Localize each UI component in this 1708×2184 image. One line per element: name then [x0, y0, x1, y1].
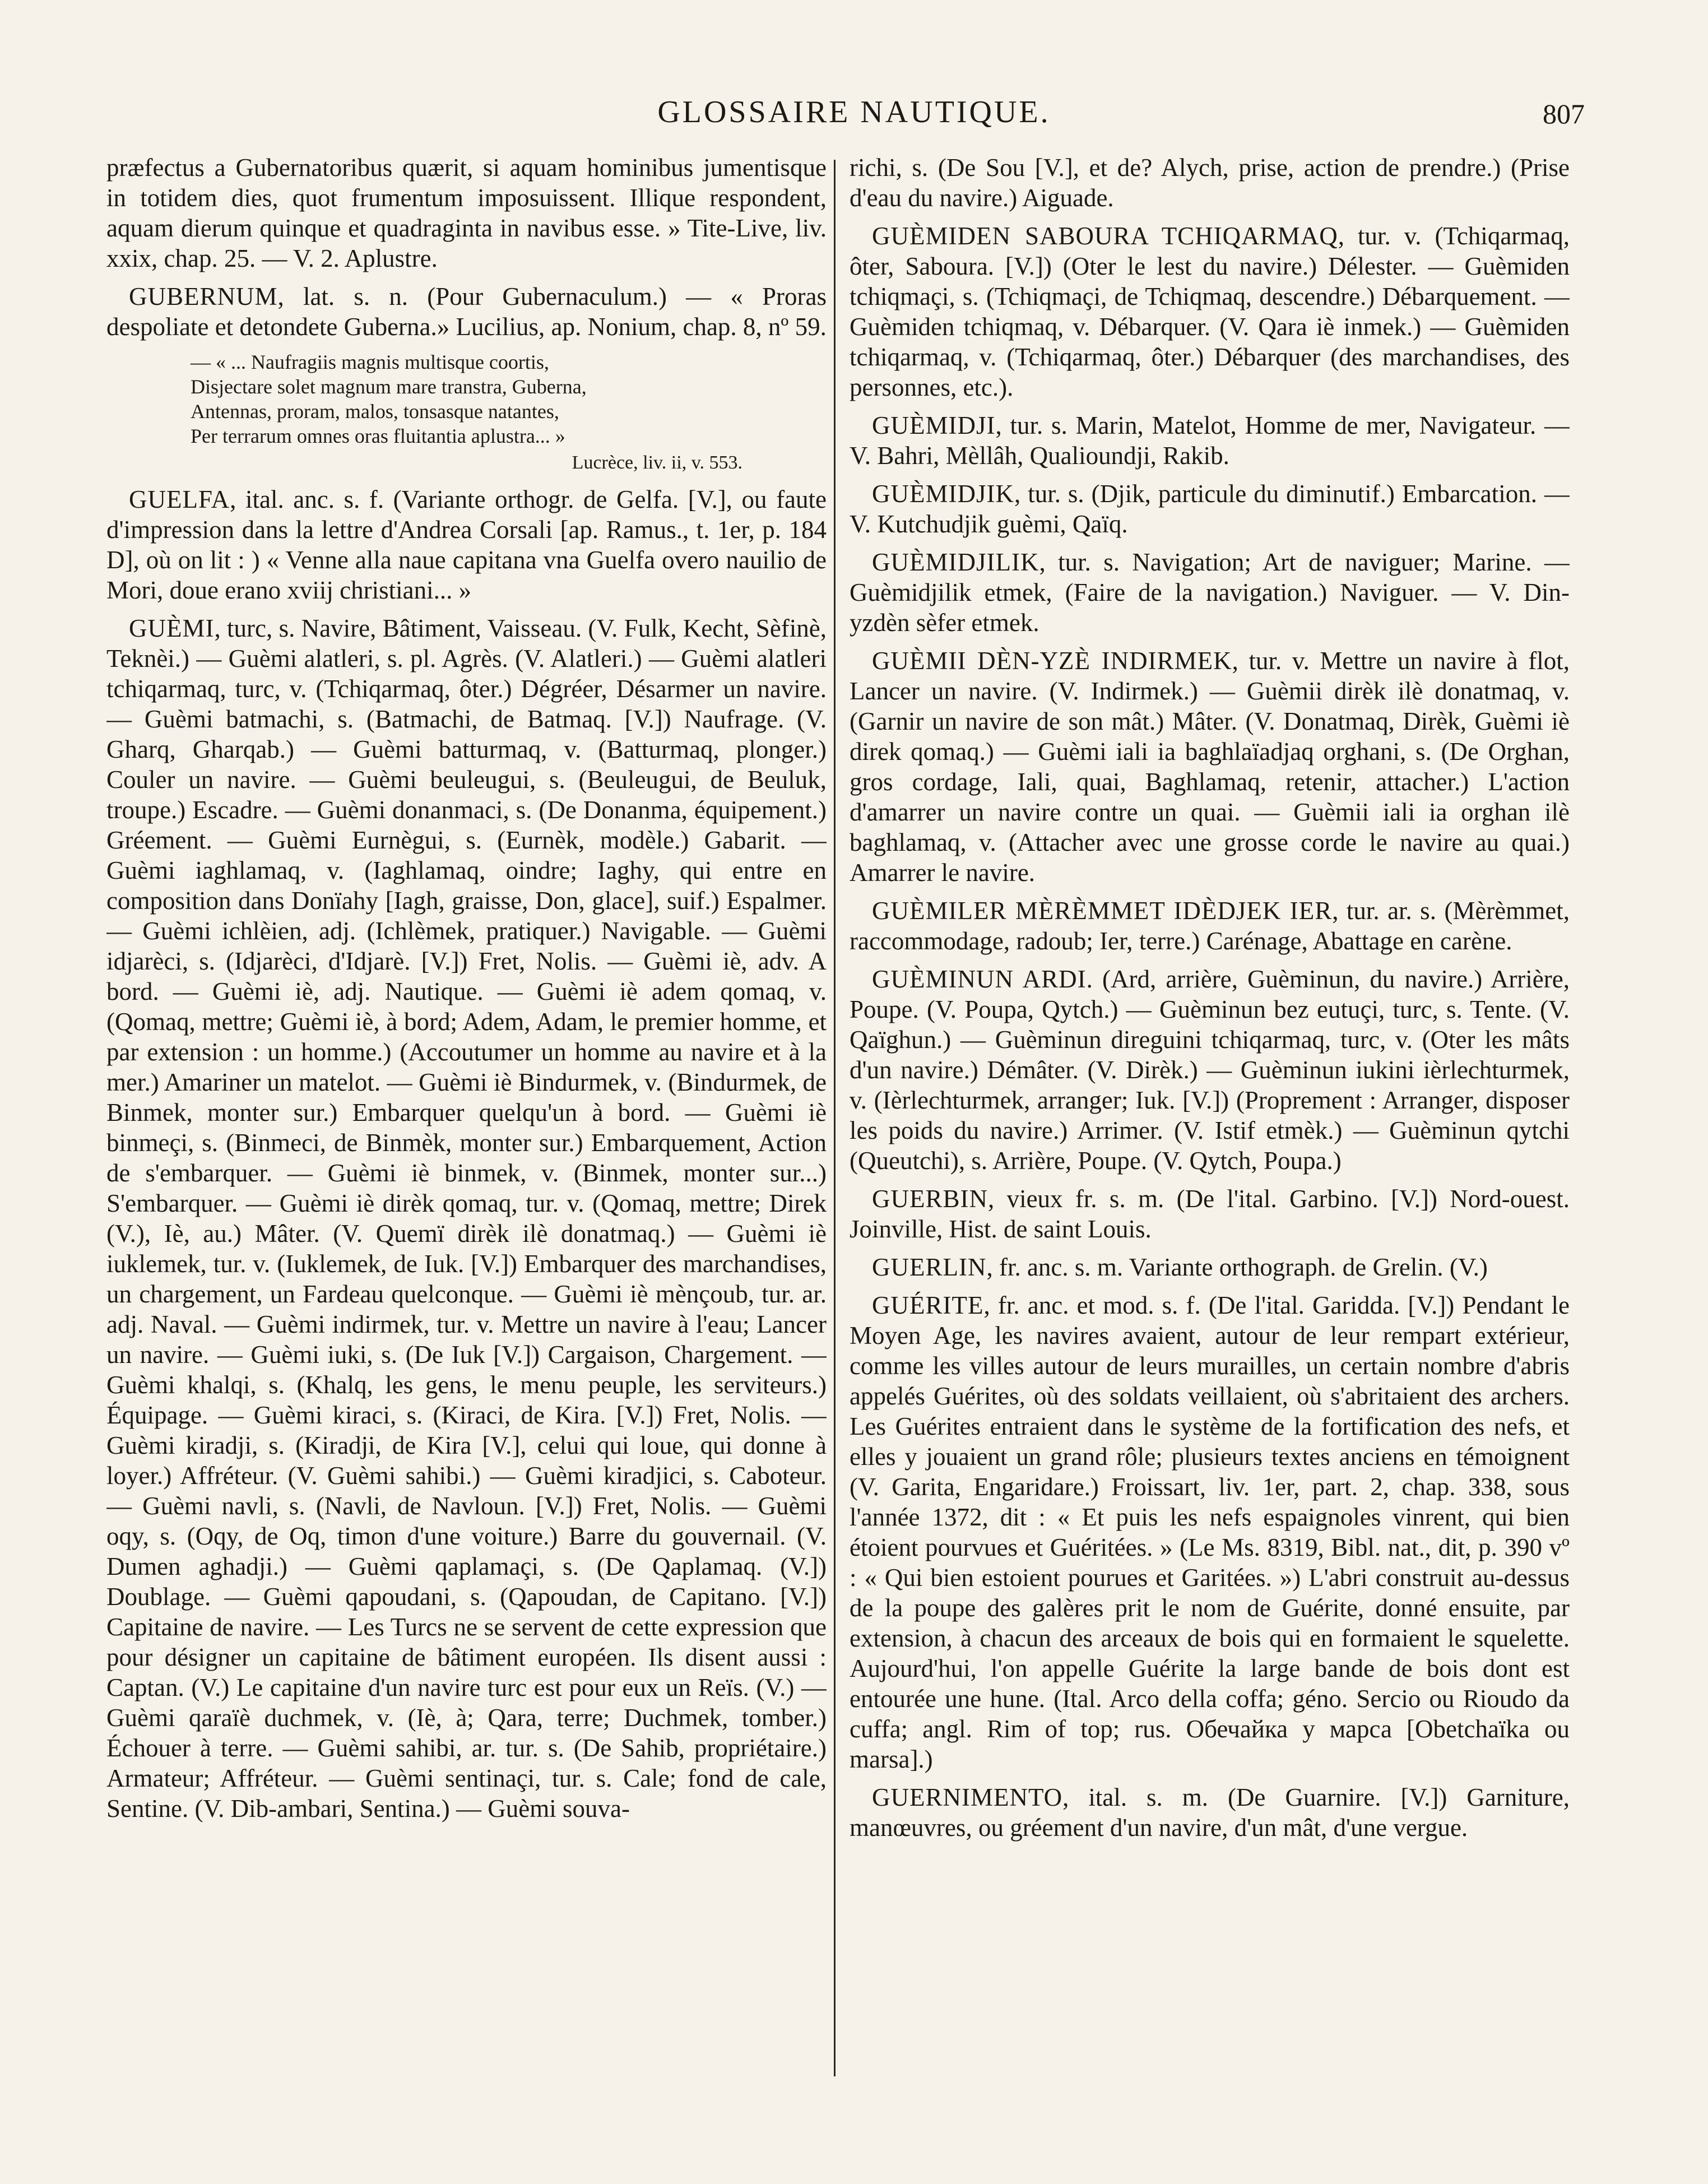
glossary-entry	[106, 281, 827, 342]
entry-body: . (Ard, arrière, Guèminun, du navire.) Arrière, Poupe. (V. Poupa, Qytch.) — Guèminun bez eutuçi, turc, s. Tente. (V. Qaïghun.) — Guèminun direguini tchiqarmaq, turc, v. (Oter les mâts d'un navire.) Démâter. (V. Dirèk.) — Guèminun iukini ièrlechturmek, v. (Ièrlechturmek, arranger; Iuk. [V.]) (Proprement : Arranger, disposer les poids du navire.) Arrimer. (V. Istif etmèk.) — Guèminun qytchi (Queutchi), s. Arrière, Poupe. (V. Qytch, Poupa.)	[850, 965, 1570, 1175]
glossary-entry	[850, 896, 1570, 956]
entry-body: præfectus a Gubernatoribus quærit, si aquam hominibus jumentisque in totidem dies, quot frumentum imposuissent. Illique respondent, aquam dierum quinque et quadraginta in navibus esse. » Tite-Live, liv. xxix, chap. 25. — V. 2. Aplustre.	[106, 154, 827, 272]
running-title: GLOSSAIRE NAUTIQUE.	[657, 95, 1051, 129]
glossary-entry	[106, 484, 827, 605]
entry-body: , tur. v. Mettre un navire à flot, Lancer un navire. (V. Indirmek.) — Guèmii dirèk ilè donatmaq, v. (Garnir un navire de son mât.) Mâter. (V. Donatmaq, Dirèk, Guèmi iè direk qomaq.) — Guèmi iali ia baghlaïadjaq orghani, s. (De Orghan, gros cordage, Iali, quai, Baghlamaq, retenir, attacher.) L'action d'amarrer un navire contre un quai. — Guèmii iali ia orghan ilè baghlamaq, v. (Attacher avec une grosse corde le navire au quai.) Amarrer le navire.	[850, 647, 1570, 887]
right-column	[850, 152, 1570, 2069]
glossary-entry	[850, 410, 1570, 471]
entry-headword: GUELFA	[129, 485, 230, 513]
column-divider	[834, 160, 836, 2076]
glossary-entry	[106, 613, 827, 1824]
glossary-entry	[850, 646, 1570, 888]
entry-headword: GUERBIN	[872, 1185, 988, 1213]
entry-headword: GUÉRITE	[872, 1291, 984, 1319]
entry-body: , ital. anc. s. f. (Variante orthogr. de Gelfa. [V.], ou faute d'impression dans la lettre d'Andrea Corsali [ap. Ramus., t. 1er, p. 184 D], où on lit : ) « Venne alla naue capitana vna Guelfa overo nauilio de Mori, doue erano xviij christiani... »	[106, 485, 827, 604]
entry-body: , ital. s. m. (De Guarnire. [V.]) Garniture, manœuvres, ou gréement d'un navire, d'un mât, d'une vergue.	[850, 1783, 1570, 1842]
entry-body: , turc, s. Navire, Bâtiment, Vaisseau. (V. Fulk, Kecht, Sèfinè, Teknèi.) — Guèmi alatleri, s. pl. Agrès. (V. Alatleri.) — Guèmi alatleri tchiqarmaq, turc, v. (Tchiqarmaq, ôter.) Dégréer, Désarmer un navire. — Guèmi batmachi, s. (Batmachi, de Batmaq. [V.]) Naufrage. (V. Gharq, Gharqab.) — Guèmi batturmaq, v. (Batturmaq, plonger.) Couler un navire. — Guèmi beuleugui, s. (Beuleugui, de Beuluk, troupe.) Escadre. — Guèmi donanmaci, s. (De Donanma, équipement.) Gréement. — Guèmi Eurnègui, s. (Eurnèk, modèle.) Gabarit. — Guèmi iaghlamaq, v. (Iaghlamaq, oindre; Iaghy, qui entre en composition dans Donïahy [Iagh, graisse, Don, glace], suif.) Espalmer. — Guèmi ichlèien, adj. (Ichlèmek, pratiquer.) Navigable. — Guèmi idjarèci, s. (Idjarèci, d'Idjarè. [V.]) Fret, Nolis. — Guèmi iè, adv. A bord. — Guèmi iè, adj. Nautique. — Guèmi iè adem qomaq, v. (Qomaq, mettre; Guèmi iè, à bord; Adem, Adam, le premier homme, et par extension : un homme.) (Accoutumer un homme au navire et à la mer.) Amariner un matelot. — Guèmi iè Bindurmek, v. (Bindurmek, de Binmek, monter sur.) Embarquer quelqu'un à bord. — Guèmi iè binmeçi, s. (Binmeci, de Binmèk, monter sur.) Embarquement, Action de s'embarquer. — Guèmi iè binmek, v. (Binmek, monter sur...) S'embarquer. — Guèmi iè dirèk qomaq, tur. v. (Qomaq, mettre; Direk (V.), Iè, au.) Mâter. (V. Quemï dirèk ilè donatmaq.) — Guèmi iè iuklemek, tur. v. (Iuklemek, de Iuk. [V.]) Embarquer des marchandises, un chargement, un Fardeau quelconque. — Guèmi iè mènçoub, tur. ar. adj. Naval. — Guèmi indirmek, tur. v. Mettre un navire à l'eau; Lancer un navire. — Guèmi iuki, s. (De Iuk [V.]) Cargaison, Chargement. — Guèmi khalqi, s. (Khalq, les gens, le menu peuple, les serviteurs.) Équipage. — Guèmi kiraci, s. (Kiraci, de Kira. [V.]) Fret, Nolis. — Guèmi kiradji, s. (Kiradji, de Kira [V.], celui qui loue, qui donne à loyer.) Affréteur. (V. Guèmi sahibi.) — Guèmi kiradjici, s. Caboteur. — Guèmi navli, s. (Navli, de Navloun. [V.]) Fret, Nolis. — Guèmi oqy, s. (Oqy, de Oq, timon d'une voiture.) Barre du gouvernail. (V. Dumen aghadji.) — Guèmi qaplamaçi, s. (De Qaplamaq. (V.]) Doublage. — Guèmi qapoudani, s. (Qapoudan, de Capitano. [V.]) Capitaine de navire. — Les Turcs ne se servent de cette expression que pour désigner un capitaine de bâtiment européen. Ils disent aussi : Captan. (V.) Le capitaine d'un navire turc est pour eux un Reïs. (V.) — Guèmi qaraïè duchmek, v. (Iè, à; Qara, terre; Duchmek, tomber.) Échouer à terre. — Guèmi sahibi, ar. tur. s. (De Sahib, propriétaire.) Armateur; Affréteur. — Guèmi sentinaçi, tur. s. Cale; fond de cale, Sentine. (V. Dib-ambari, Sentina.) — Guèmi souva-	[106, 614, 827, 1823]
glossary-entry	[850, 547, 1570, 638]
quotation-source: Lucrèce, liv. ii, v. 553.	[572, 452, 742, 473]
verse-line: — « ... Naufragiis magnis multisque coortis,	[191, 351, 549, 373]
entry-body: , vieux fr. s. m. (De l'ital. Garbino. [V.]) Nord-ouest. Joinville, Hist. de saint Louis.	[850, 1185, 1570, 1243]
glossary-entry	[850, 1184, 1570, 1244]
entry-headword: GUÈMIDJIK	[872, 480, 1014, 508]
entry-body: , tur. s. Marin, Matelot, Homme de mer, Navigateur. — V. Bahri, Mèllâh, Qualioundji, Rakib.	[850, 411, 1570, 470]
page-header	[106, 90, 1602, 135]
entry-body: , lat. s. n. (Pour Gubernaculum.) — « Proras despoliate et detondete Guberna.» Lucilius, ap. Nonium, chap. 8, nº 59.	[106, 282, 827, 341]
entry-headword: GUERLIN	[872, 1253, 987, 1281]
entry-body: , fr. anc. s. m. Variante orthograph. de Grelin. (V.)	[986, 1253, 1488, 1281]
verse-line: Antennas, proram, malos, tonsasque natantes,	[191, 400, 559, 423]
entry-headword: GUÈMILER MÈRÈMMET IDÈDJEK IER	[872, 897, 1333, 925]
glossary-entry	[850, 1252, 1570, 1282]
glossary-entry	[850, 1782, 1570, 1843]
glossary-entry	[850, 964, 1570, 1176]
entry-headword: GUÈMINUN ARDI	[872, 965, 1087, 993]
entry-body: , tur. s. Navigation; Art de naviguer; Marine. — Guèmidjilik etmek, (Faire de la navigation.) Naviguer. — V. Din-yzdèn sèfer etmek.	[850, 548, 1570, 637]
glossary-entry	[850, 1290, 1570, 1774]
verse-line: Per terrarum omnes oras fluitantia aplustra... »	[191, 425, 565, 447]
entry-body: , tur. v. (Tchiqarmaq, ôter, Saboura. [V.]) (Oter le lest du navire.) Délester. — Guèmiden tchiqmaçi, s. (Tchiqmaçi, de Tchiqmaq, descendre.) Débarquement. — Guèmiden tchiqmaq, v. Débarquer. (V. Qara iè inmek.) — Guèmiden tchiqarmaq, v. (Tchiqarmaq, ôter.) Débarquer (des marchandises, des personnes, etc.).	[850, 222, 1570, 401]
entry-headword: GUÈMIDJILIK	[872, 548, 1039, 576]
page-number: 807	[1543, 98, 1585, 129]
continued-text	[850, 152, 1570, 213]
glossary-entry	[850, 221, 1570, 402]
entry-headword: GUÈMIDJI	[872, 411, 996, 439]
continued-text	[106, 152, 827, 273]
verse-quotation	[191, 350, 827, 475]
entry-headword: GUERNIMENTO	[872, 1783, 1063, 1811]
glossary-entry	[850, 479, 1570, 539]
entry-headword: GUBERNUM	[129, 282, 278, 310]
entry-body: , tur. ar. s. (Mèrèmmet, raccommodage, radoub; Ier, terre.) Carénage, Abattage en carène.	[850, 897, 1570, 955]
entry-body: , fr. anc. et mod. s. f. (De l'ital. Garidda. [V.]) Pendant le Moyen Age, les navires avaient, autour de leur rempart extérieur, comme les villes autour de leurs murailles, un certain nombre d'abris appelés Guérites, où des soldats veillaient, où s'abritaient des archers. Les Guérites entraient dans le système de la fortification des nefs, et elles y jouaient un grand rôle; plusieurs textes anciens en témoignent (V. Garita, Engaridare.) Froissart, liv. 1er, part. 2, chap. 338, sous l'année 1372, dit : « Et puis les nefs espaignoles vinrent, qui bien étoient pourvues et Guéritées. » (Le Ms. 8319, Bibl. nat., dit, p. 390 vº : « Qui bien estoient pourues et Garitées. ») L'abri construit au-dessus de la poupe des galères prit le nom de Guérite, donné ensuite, par extension, à chacun des arceaux de bois qui en formaient le squelette. Aujourd'hui, l'on appelle Guérite la large bande de bois dont est entourée une hune. (Ital. Arco della coffa; géno. Sercio ou Rioudo da cuffa; angl. Rim of top; rus. Обечайка у марса [Obetchaïka ou marsa].)	[850, 1291, 1570, 1773]
entry-body: , tur. s. (Djik, particule du diminutif.) Embarcation. — V. Kutchudjik guèmi, Qaïq.	[850, 480, 1570, 538]
entry-headword: GUÈMI	[129, 614, 215, 642]
entry-headword: GUÈMII DÈN-YZÈ INDIRMEK	[872, 647, 1232, 675]
verse-line: Disjectare solet magnum mare transtra, Guberna,	[191, 375, 587, 398]
entry-body: richi, s. (De Sou [V.], et de? Alych, prise, action de prendre.) (Prise d'eau du navire.) Aiguade.	[850, 154, 1570, 212]
left-column	[106, 152, 827, 2069]
entry-headword: GUÈMIDEN SABOURA TCHIQARMAQ	[872, 222, 1338, 250]
